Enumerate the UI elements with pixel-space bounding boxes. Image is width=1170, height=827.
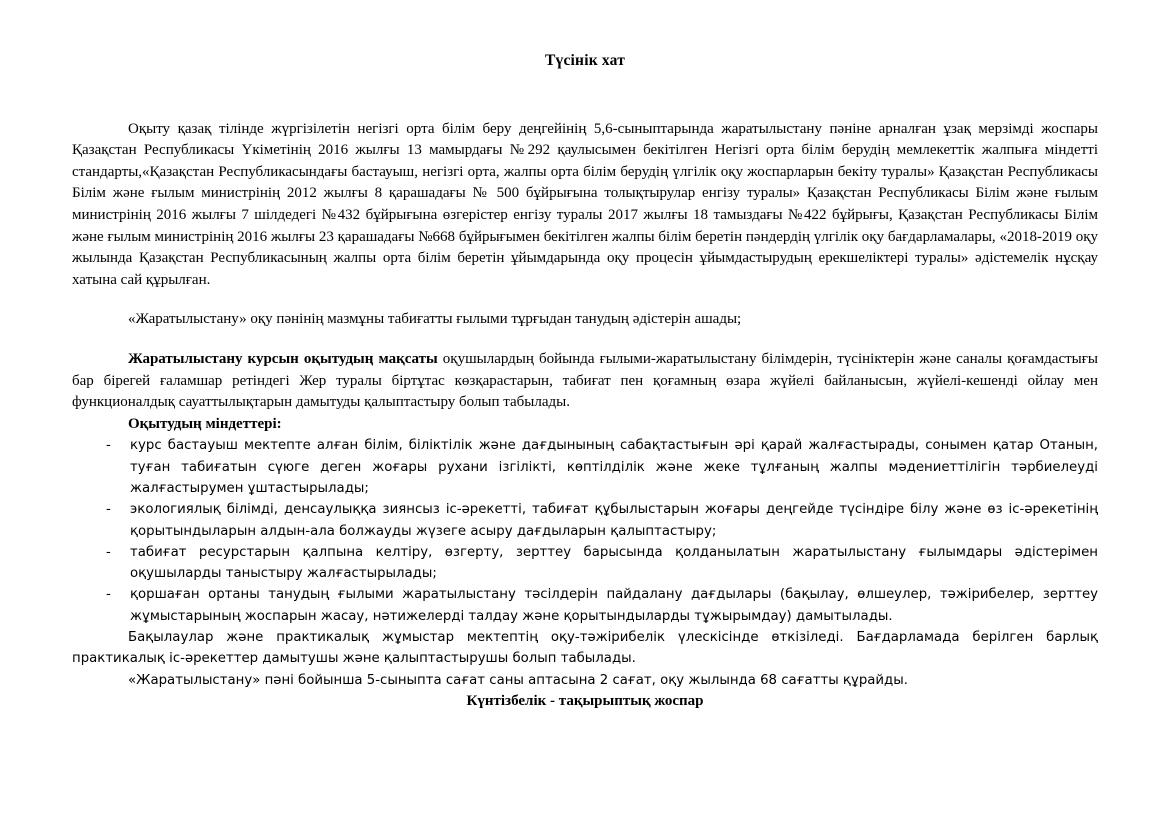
practical-note-paragraph: Бақылаулар және практикалық жұмыстар мектептің оқу-тәжірибелік үлескісінде өткізіледі. Бағдарламада берілген барлық практикалық іс-әрекеттер дамытушы және қалыптастырушы болып табылады.: [72, 629, 1098, 667]
document-body: [72, 52, 1098, 712]
list-item-text: табиғат ресурстарын қалпына келтіру, өзгерту, зерттеу барысында қолданылатын жаратылыстану ғылымдары әдістерімен оқушыларды таныстыру жалғастырылады;: [130, 544, 1098, 582]
list-bullet-dash: -: [106, 544, 111, 560]
paragraph-spacer-2: [72, 331, 1098, 349]
list-item-text: қоршаған ортаны танудың ғылыми жаратылыстану тәсілдерін пайдалану дағдылары (бақылау, өлшеулер, тәжірибелер, зерттеу жұмыстарының жоспарын жасау, нәтижелерді талдау және қорытындыларды тұжырымдау) дамытылады.: [130, 587, 1098, 624]
title-spacer: [72, 71, 1098, 119]
goal-text: оқушылардың бойында ғылыми-жаратылыстану білімдерін, түсініктерін және саналы қоғамдастығы бар бірегей ғаламшар ретіндегі Жер туралы біртұтас көзқарастарын, табиғат пен қоғамның өзара жүйелі байланысын, жүйелі-кешенді ойлау мен функционалдық сауаттылықтарын дамытуды қалыптастыру болып табылады.: [72, 350, 1098, 411]
list-item: [72, 499, 1098, 542]
list-item-text: курс бастауыш мектепте алған білім, біліктілік және дағдынының сабақтастығын әрі қарай жалғастырады, сонымен қатар Отанын, туған табиғатын сүюге деген жоғары рухани ізгілікті, көптілділік және жеке тұлғаның жалпы мәдениеттілігін тәрбиелеуді жалғастырумен ұштастырылады;: [130, 438, 1098, 496]
plan-heading: Күнтізбелік - тақырыптық жоспар: [466, 692, 704, 709]
list-bullet-dash: -: [106, 502, 111, 518]
goal-label: Жаратылыстану курсын оқытудың мақсаты: [128, 350, 438, 367]
list-item: [72, 584, 1098, 627]
intro-paragraph: Оқыту қазақ тілінде жүргізілетін негізгі орта білім беру деңгейінің 5,6-сыныптарында жаратылыстану пәніне арналған ұзақ мерзімді жоспары Қазақстан Республикасы Үкіметінің 2016 жылғы 13 мамырдағы №292 қаулысымен бекітілген Негізгі орта білім берудің мемлекеттік жалпыға міндетті стандарты,«Қазақстан Республикасындағы бастауыш, негізгі орта, жалпы орта білім берудің үлгілік оқу жоспарларын бекіту туралы» Қазақстан Республикасы Білім және ғылым министрінің 2012 жылғы 8 қарашадағы № 500 бұйрығына толықтырулар енгізу туралы» Қазақстан Республикасы Білім және ғылым министрінің 2016 жылғы 7 шілдедегі №432 бұйрығына өзгерістер енгізу туралы 2017 жылғы 18 тамыздағы №422 бұйрығы, Қазақстан Республикасы Білім және ғылым министрінің 2016 жылғы 23 қарашадағы №668 бұйрығымен бекітілген жалпы білім беретін пәндердің үлгілік оқу бағдарламалары, «2018-2019 оқу жылында Қазақстан Республикасының жалпы орта білім беретін ұйымдарында оқу процесін ұйымдастырудың ерекшеліктері туралы» әдістемелік нұсқау хатына сай құрылған.: [72, 120, 1098, 288]
list-item: [72, 435, 1098, 499]
content-scope-paragraph: «Жаратылыстану» оқу пәнінің мазмұны табиғатты ғылыми тұрғыдан танудың әдістерін ашады;: [128, 311, 742, 328]
goal-paragraph: [72, 349, 1098, 414]
list-item-text: экологиялық білімді, денсаулыққа зиянсыз іс-әрекетті, табиғат құбылыстарын жоғары деңгейде түсіндіре білу және өз іс-әрекетінің қорытындыларын алдын-ала болжауды жүзеге асыру дағдыларын қалыптастыру;: [130, 502, 1098, 539]
list-bullet-dash: -: [106, 587, 111, 603]
tasks-heading: Оқытудың міндеттері:: [128, 415, 282, 432]
paragraph-spacer-1: [72, 291, 1098, 309]
list-bullet-dash: -: [106, 438, 111, 454]
hours-note-paragraph: «Жаратылыстану» пәні бойынша 5-сыныпта сағат саны аптасына 2 сағат, оқу жылында 68 сағатты құрайды.: [128, 672, 908, 688]
task-list: [72, 435, 1098, 627]
list-item: [72, 542, 1098, 585]
document-title: Түсінік хат: [544, 52, 626, 69]
